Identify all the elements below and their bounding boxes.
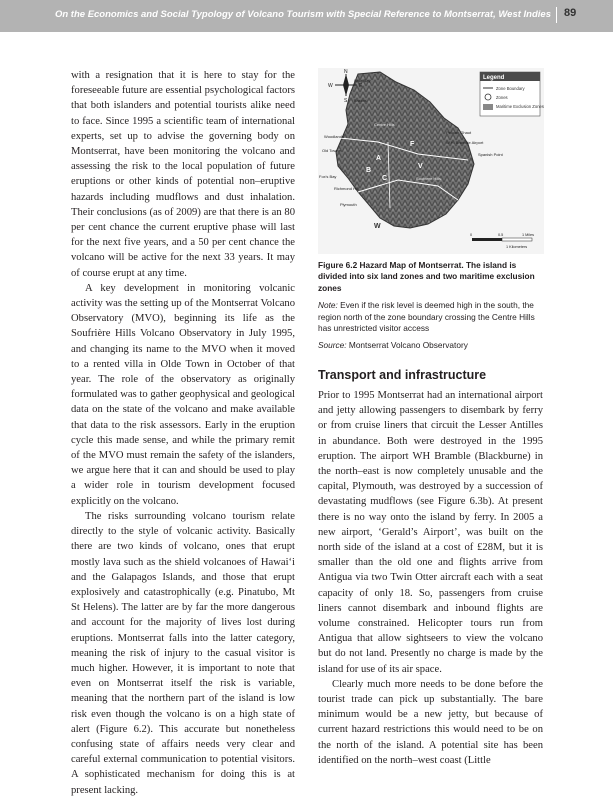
scale-label: 0 — [470, 233, 473, 237]
header-divider — [556, 7, 557, 23]
scale-label: 0.5 — [498, 233, 504, 237]
place-label: Richmond Hill — [334, 186, 359, 191]
place-label: W.H. Bramble Airport — [446, 140, 484, 145]
place-label: Brades — [354, 98, 367, 103]
source-text: Montserrat Volcano Observatory — [348, 340, 468, 351]
compass-s: S — [344, 98, 348, 104]
compass-w: W — [328, 83, 333, 89]
place-label: Centre Hills — [374, 122, 395, 127]
zone-letter: C — [382, 175, 388, 182]
compass-n: N — [344, 69, 348, 75]
caption-title: Figure 6.2 Hazard Map of Montserrat. The island is divided into six land zones and two maritime exclusion zones — [318, 260, 535, 293]
zone-letter: V — [418, 163, 423, 170]
left-column — [71, 68, 295, 798]
source-label: Source: — [318, 340, 347, 351]
legend-item: Zones — [496, 95, 508, 100]
right-column — [318, 388, 543, 768]
place-label: Spanish Point — [478, 152, 503, 157]
place-label: Woodlands — [324, 134, 344, 139]
zone-letter: B — [366, 167, 372, 174]
running-title: On the Economics and Social Typology of Volcano Tourism with Special Reference to Montserrat, West Indies — [54, 9, 551, 20]
body-paragraph: Prior to 1995 Montserrat had an international airport and jetty allowing passengers to disembark by ferry or from cruise liners that circuit the Lesser Antilles in abundance. Both were destroyed in the 1995 eruption. The airport WH Bramble (Blackburne) in the north–east is now completely unusable and the capital, Plymouth, was destroyed by a succession of devastating mudflows (see Figure 6.3b). At present there is no way onto the island by ferry. In 2005 a new airport, ‘Gerald’s Airport’, was built on the north side of the island at a cost of £28M, but it is smaller than the old one and flights arrive from Antigua via two Twin Otter aircraft each with a seat capacity of only 18. So, passengers from cruise liners cannot disembark and inbound flights are volume constrained. Helicopter tours run from Antigua that allow sightseers to view the volcano but do not land. Presently no charge is made by the island for use of its air space. — [318, 390, 543, 675]
place-label: Plymouth — [340, 202, 357, 207]
map-legend — [480, 72, 544, 116]
body-paragraph: The risks surrounding volcano tourism relate directly to the style of volcanic activity. Basically there are two kinds of volcano, ones that erupt mostly lava such as the shield volcanoes of Hawai‘i and the Galapagos Islands, and those that erupt explosively and catastrophically (e.g. Pinatubo, Mt St Helens). The latter are by far the more dangerous and account for the majority of lives lost during eruptions. Montserrat falls into the latter category, meaning the risk of injury to the casual visitor is much higher. However, it is important to note that even on Montserrat itself the risk is variable, meaning that the northern part of the island is low risk even though the volcano is on a high state of alert (Figure 6.2). This accurate but nonetheless confusing state of affairs needs very clear and careful external communication to potential visitors. A sophisticated mechanism for doing this is at present lacking. — [71, 510, 295, 796]
zone-letter: W — [374, 223, 381, 230]
compass-e: E — [359, 83, 363, 89]
caption-note — [318, 300, 544, 334]
zone-letter: F — [410, 141, 415, 148]
figure-caption — [318, 260, 544, 352]
running-header — [0, 0, 613, 32]
body-paragraph: Clearly much more needs to be done before the tourist trade can pick up substantially. The bare minimum would be a new jetty, but because of current hazard restrictions this would need to be on the north of the island. A potential site has been identified on the north–west coast (Little — [318, 678, 543, 766]
hazard-map-image — [318, 68, 544, 254]
body-paragraph: A key development in monitoring volcanic activity was the setting up of the Montserrat Volcano Observatory (MVO), beginning its life as the Soufrière Hills Volcano Observatory in July 1995, and changing its name to the MVO when it moved to a rented villa in Olde Town in October of that year. The role of the observatory as originally formulated was to gather geophysical and geological data on the state of the volcano and make available that data to the risk assessors. Early in the eruption cycle this made sense, and while the primary remit of the MVO must remain the safety of the islanders, we argue here that it can and should be used to play a wider role in tourism development focused explicitly on the volcano. — [71, 282, 295, 507]
place-label: Fox's Bay — [319, 174, 337, 179]
zone-letter: A — [376, 155, 382, 162]
note-label: Note: — [318, 300, 338, 311]
legend-title: Legend — [483, 75, 505, 81]
caption-source — [318, 340, 544, 351]
legend-item: Zone Boundary — [496, 86, 525, 91]
body-paragraph: with a resignation that it is here to stay for the foreseeable future are essential psychological factors that both islanders and potential tourists alike need to face. Since 1995 a scientific team of international experts, set up to advise the governing body on Montserrat, have been monitoring the volcano and assessing the risk to the local population of future eruptions or other kinds of potential non–eruptive hazards including mudflows and dust inhalation. Their conclusions (as of 2009) are that there is an 80 per cent chance the current eruptive phase will last for the next five years, and a 50 per cent chance the volcano will be active for the next 33 years. It may of course erupt at any time. — [71, 70, 295, 279]
page-number: 89 — [564, 7, 577, 19]
scale-label: 1 Miles — [522, 233, 535, 237]
legend-item: Maritime Exclusion Zones — [496, 104, 544, 109]
place-label: Little Bay — [354, 78, 371, 83]
hazard-map-figure — [318, 68, 544, 254]
note-text: Even if the risk level is deemed high in the south, the region north of the zone boundary crossing the Centre Hills has unrestricted visitor access — [318, 300, 535, 334]
place-label: Pelican Ghaut — [446, 130, 472, 135]
place-label: Old Towne — [322, 148, 341, 153]
scale-label: 1 Kilometers — [506, 245, 528, 249]
section-heading: Transport and infrastructure — [318, 368, 487, 382]
place-label: Soufriere Hills — [416, 176, 441, 181]
